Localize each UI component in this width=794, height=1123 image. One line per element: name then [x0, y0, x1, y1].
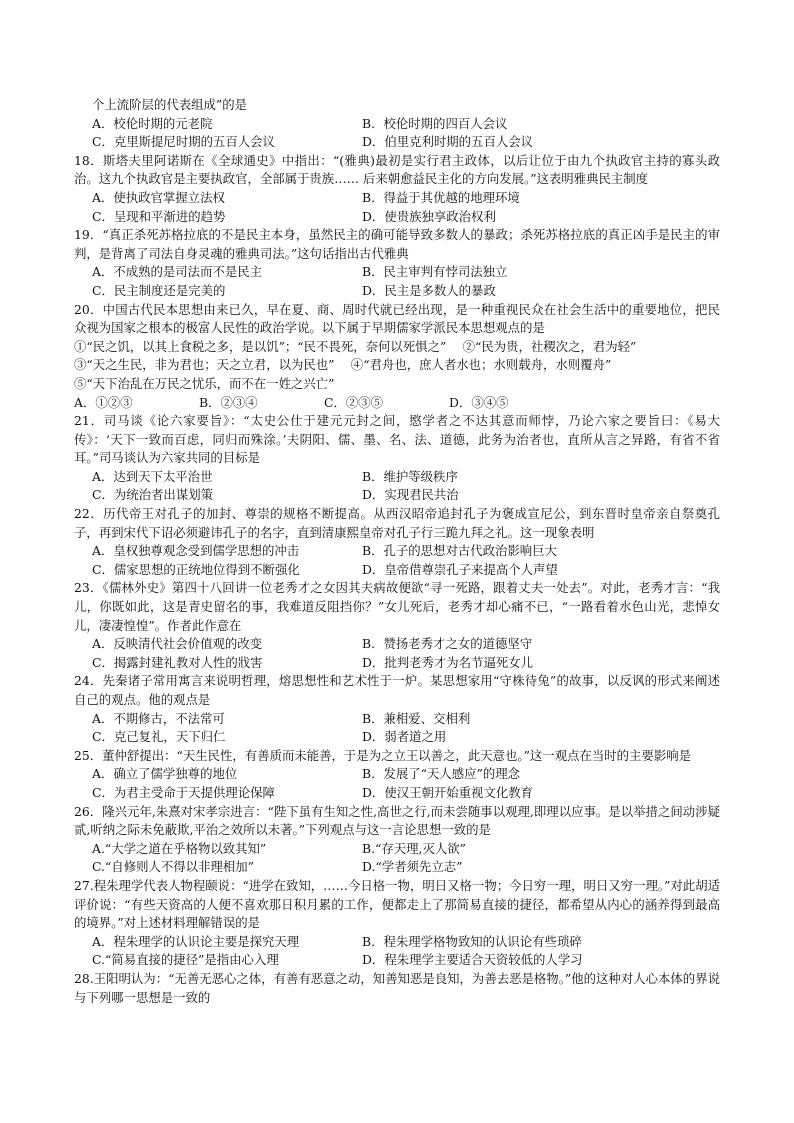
option: A．程朱理学的认识论主要是探究天理 — [92, 933, 300, 949]
option-row — [74, 784, 720, 803]
option: D．程朱理学主要适合天资较低的人学习 — [362, 952, 583, 968]
option: B.“存天理,灭人欲” — [362, 840, 466, 856]
option: C．揭露封建礼教对人性的戕害 — [92, 654, 263, 670]
option: B．维护等级秩序 — [362, 468, 458, 484]
option: D．使贵族独享政治权利 — [362, 208, 496, 224]
option: D．民主是多数人的暴政 — [362, 282, 496, 298]
option: A．皇权独尊观念受到儒学思想的冲击 — [92, 543, 300, 559]
option: D．批判老秀才为名节逼死女儿 — [362, 654, 534, 670]
option-row — [74, 858, 720, 877]
option-row — [74, 840, 720, 859]
question — [74, 970, 720, 1007]
option: D．实现君民共治 — [362, 487, 459, 503]
question-stem: 27.程朱理学代表人物程颐说：“进学在致知，……今日格一物，明日又格一物；今日穷一理，明日又穷一理。”对此胡适评价说：“有些天资高的人便不喜欢那日积月累的工作，便都走上了那简易直接的捷径，都希望从内心的涵养得到最高的境界。”对上述材料理解错误的是 — [74, 877, 720, 931]
option: C．为君主受命于天提供理论保障 — [92, 784, 275, 800]
statement-line: ⑤“天下治乱在万民之忧乐，而不在一姓之兴亡” — [74, 375, 335, 391]
question-continuation: 个上流阶层的代表组成”的是 — [92, 97, 248, 112]
question — [74, 226, 720, 300]
option-row — [74, 189, 720, 208]
option: C．②③⑤ — [324, 394, 384, 410]
option: A．反映清代社会价值观的改变 — [92, 636, 263, 652]
option-row — [74, 951, 720, 970]
option: A．校伦时期的元老院 — [92, 115, 213, 131]
question — [74, 152, 720, 226]
option: D．弱者道之用 — [362, 729, 447, 745]
question-stem: 25．董仲舒提出：“天生民性，有善质而未能善，于是为之立王以善之，此天意也。”这一观点在当时的主要影响是 — [74, 747, 691, 763]
option: C．儒家思想的正统地位得到不断强化 — [92, 561, 300, 577]
option-row — [74, 654, 720, 673]
option: D．皇帝借尊崇孔子来提高个人声望 — [362, 561, 558, 577]
option: C．克里斯提尼时期的五百人会议 — [92, 134, 275, 150]
option: C．克己复礼，天下归仁 — [92, 729, 226, 745]
question — [74, 505, 720, 579]
option: A．①②③ — [74, 394, 133, 410]
question — [74, 803, 720, 877]
question-stem: 19．“真正杀死苏格拉底的不是民主本身，虽然民主的确可能导致多数人的暴政；杀死苏格拉底的真正凶手是民主的审判，是背离了司法自身灵魂的雅典司法。”这句话指出古代雅典 — [74, 227, 720, 261]
question-stem: 21．司马谈《论六家要旨》：“太史公仕于建元元封之间，愍学者之不达其意而师悖，乃论六家之要旨曰：《易大传》：‘天下一致而百虑，同归而殊涂。’夫阴阳、儒、墨、名、法、道德，此务为治者也，直所从言之异路，有省不省耳。”司马谈认为六家共同的目标是 — [74, 413, 720, 466]
option: B．兼相爱、交相利 — [362, 710, 471, 726]
option: A．不成熟的是司法而不是民主 — [92, 264, 263, 280]
question-stem: 28.王阳明认为：“无善无恶心之体，有善有恶意之动，知善知恶是良知，为善去恶是格物。”他的这种对人心本体的界说与下列哪一思想是一致的 — [74, 970, 720, 1005]
option: B．赞扬老秀才之女的道德坚守 — [362, 636, 533, 652]
option: A．使执政官掌握立法权 — [92, 189, 225, 205]
question-stem: 26．隆兴元年,朱熹对宋孝宗进言：“陛下虽有生知之性,高世之行,而未尝随事以观理,即理以应事。是以举措之间动涉疑贰,听纳之际未免蔽欺,平治之效所以未著。”下列观点与这一言论思想一致的是 — [74, 803, 720, 838]
option-row — [74, 208, 720, 227]
option: B．得益于其优越的地理环境 — [362, 189, 520, 205]
question — [74, 579, 720, 672]
question-stem: 22．历代帝王对孔子的加封、尊崇的规格不断提高。从西汉昭帝追封孔子为褒成宣尼公，到东晋时皇帝亲自祭奠孔子，再到宋代下诏必须避讳孔子的名字，直到清康熙皇帝对孔子行三跪九拜之礼。这一现象表明 — [74, 506, 720, 540]
option: A．不期修古，不法常可 — [92, 710, 225, 726]
option: C.“自修则人不得以非理相加” — [92, 859, 254, 875]
question-stem: 23．《儒林外史》第四十八回讲一位老秀才之女因其夫病故便欲“寻一死路，跟着丈夫一处去”。对此，老秀才言：“我儿，你既如此，这是青史留名的事，我难道反阻挡你？”女儿死后，老秀才却心痛不已，“一路看着水色山光，悲悼女儿，凄凄惶惶”。作者此作意在 — [74, 580, 720, 633]
option: A．确立了儒学独尊的地位 — [92, 766, 238, 782]
option: D．③④⑤ — [449, 394, 509, 410]
question-stem: 24．先秦诸子常用寓言来说明哲理，熔思想性和艺术性于一炉。某思想家用“守株待兔”的故事，以反讽的形式来阐述自己的观点。他的观点是 — [74, 673, 720, 707]
question — [74, 672, 720, 746]
option-row — [74, 635, 720, 654]
option: B．发展了“天人感应”的理念 — [362, 766, 521, 782]
option-row — [74, 765, 720, 784]
option: B．程朱理学格物致知的认识论有些琐碎 — [362, 933, 582, 949]
option-row — [74, 468, 720, 487]
question — [74, 412, 720, 505]
option-row — [74, 561, 720, 580]
option: D．伯里克利时期的五百人会议 — [362, 134, 534, 150]
option-row — [74, 933, 720, 952]
option-row — [74, 263, 720, 282]
option: B．②③④ — [199, 394, 258, 410]
question-stem: 20．中国古代民本思想由来已久，早在夏、商、周时代就已经出现，是一种重视民众在社会生活中的重要地位，把民众视为国家之根本的极富人民性的政治学说。以下属于早期儒家学派民本思想观点的是 — [74, 301, 720, 336]
option-row — [74, 394, 720, 413]
option: D．使汉王朝开始重视文化教育 — [362, 784, 534, 800]
document-page — [74, 96, 720, 1007]
option: B．孔子的思想对古代政治影响巨大 — [362, 543, 557, 559]
option: A．达到天下太平治世 — [92, 468, 213, 484]
option: C.“简易直接的捷径”是指由心入理 — [92, 952, 279, 968]
option: B．民主审判有悖司法独立 — [362, 264, 508, 280]
option-row — [74, 486, 720, 505]
option-row — [74, 115, 720, 134]
question — [74, 301, 720, 413]
option: C．为统治者出谋划策 — [92, 487, 213, 503]
option-row — [74, 282, 720, 301]
option-row — [74, 728, 720, 747]
option: D.“学者须先立志” — [362, 859, 463, 875]
question — [74, 747, 720, 803]
option: B．校伦时期的四百人会议 — [362, 115, 508, 131]
option-row — [74, 542, 720, 561]
option: A.“大学之道在乎格物以致其知” — [92, 840, 267, 856]
question-stem: 18．斯塔夫里阿诺斯在《全球通史》中指出：“(雅典)最初是实行君主政体，以后让位于由九个执政官主持的寡头政治。这九个执政官是主要执政官，全部属于贵族…… 后来朝愈益民主化的方向发展。”这表明雅典民主制度 — [74, 152, 720, 187]
option: C．民主制度还是完美的 — [92, 282, 226, 298]
option-row — [74, 710, 720, 729]
option: C．呈现和平渐进的趋势 — [92, 208, 226, 224]
statement-line: ③“天之生民，非为君也；天之立君，以为民也” ④“君舟也，庶人者水也；水则载舟，水则覆舟” — [74, 357, 612, 373]
question — [74, 877, 720, 970]
option-row — [74, 133, 720, 152]
statement-line: ①“民之饥，以其上食税之多，是以饥”；“民不畏死，奈何以死惧之” ②“民为贵，社稷次之，君为轻” — [74, 338, 637, 354]
